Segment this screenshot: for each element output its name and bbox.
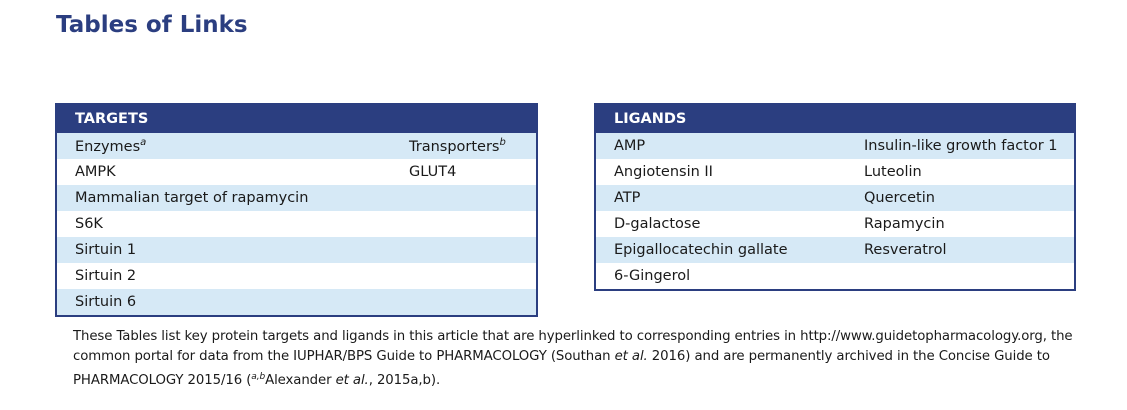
targets-header-row (56, 104, 537, 133)
table-row (56, 263, 537, 289)
table-row (56, 211, 537, 237)
ligand-link[interactable]: Rapamycin (864, 211, 1075, 237)
table-row (56, 237, 537, 263)
ligands-header: LIGANDS (595, 104, 1075, 133)
enzyme-link[interactable]: Mammalian target of rapamycin (56, 185, 405, 211)
transporter-cell (405, 185, 537, 211)
enzyme-link[interactable]: S6K (56, 211, 405, 237)
table-row (56, 159, 537, 185)
enzyme-link[interactable]: Sirtuin 1 (56, 237, 405, 263)
ligand-link[interactable]: 6-Gingerol (595, 263, 864, 290)
table-row (595, 237, 1075, 263)
page-title: Tables of Links (56, 12, 248, 38)
targets-table (55, 103, 538, 317)
ligand-link[interactable]: Insulin-like growth factor 1 (864, 133, 1075, 159)
ligand-link[interactable]: D-galactose (595, 211, 864, 237)
transporter-link[interactable]: GLUT4 (405, 159, 537, 185)
ligand-link[interactable]: Resveratrol (864, 237, 1075, 263)
table-row (595, 159, 1075, 185)
enzyme-link[interactable]: AMPK (56, 159, 405, 185)
enzyme-link[interactable]: Sirtuin 2 (56, 263, 405, 289)
transporter-cell (405, 211, 537, 237)
table-row (595, 263, 1075, 290)
transporter-cell (405, 289, 537, 316)
targets-subheader-row (56, 133, 537, 159)
transporters-column-header: Transporters$^b$ (405, 133, 537, 159)
ligands-header-row (595, 104, 1075, 133)
ligand-link[interactable]: Epigallocatechin gallate (595, 237, 864, 263)
transporter-cell (405, 237, 537, 263)
ligand-cell (864, 263, 1075, 290)
table-row (595, 211, 1075, 237)
tables-footnote: These Tables list key protein targets and ligands in this article that are hyperlinked to corresponding entries in http://www.guidetopharmacology.org, the common portal for data from the IUPHAR/BPS Guide to PHARMACOLOGY (Southan et al. 2016) and are permanently archived in the Concise Guide to PHARMACOLOGY 2015/16 ($^{a,b}$Alexander et al., 2015a,b). (73, 329, 1073, 388)
ligand-link[interactable]: Luteolin (864, 159, 1075, 185)
ligand-link[interactable]: Angiotensin II (595, 159, 864, 185)
ligands-table (594, 103, 1076, 291)
ligand-link[interactable]: AMP (595, 133, 864, 159)
transporter-cell (405, 263, 537, 289)
table-row (595, 185, 1075, 211)
table-row (595, 133, 1075, 159)
table-row (56, 289, 537, 316)
ligand-link[interactable]: ATP (595, 185, 864, 211)
targets-header: TARGETS (56, 104, 537, 133)
enzymes-column-header: Enzymes$^a$ (56, 133, 405, 159)
enzyme-link[interactable]: Sirtuin 6 (56, 289, 405, 316)
table-row (56, 185, 537, 211)
ligand-link[interactable]: Quercetin (864, 185, 1075, 211)
